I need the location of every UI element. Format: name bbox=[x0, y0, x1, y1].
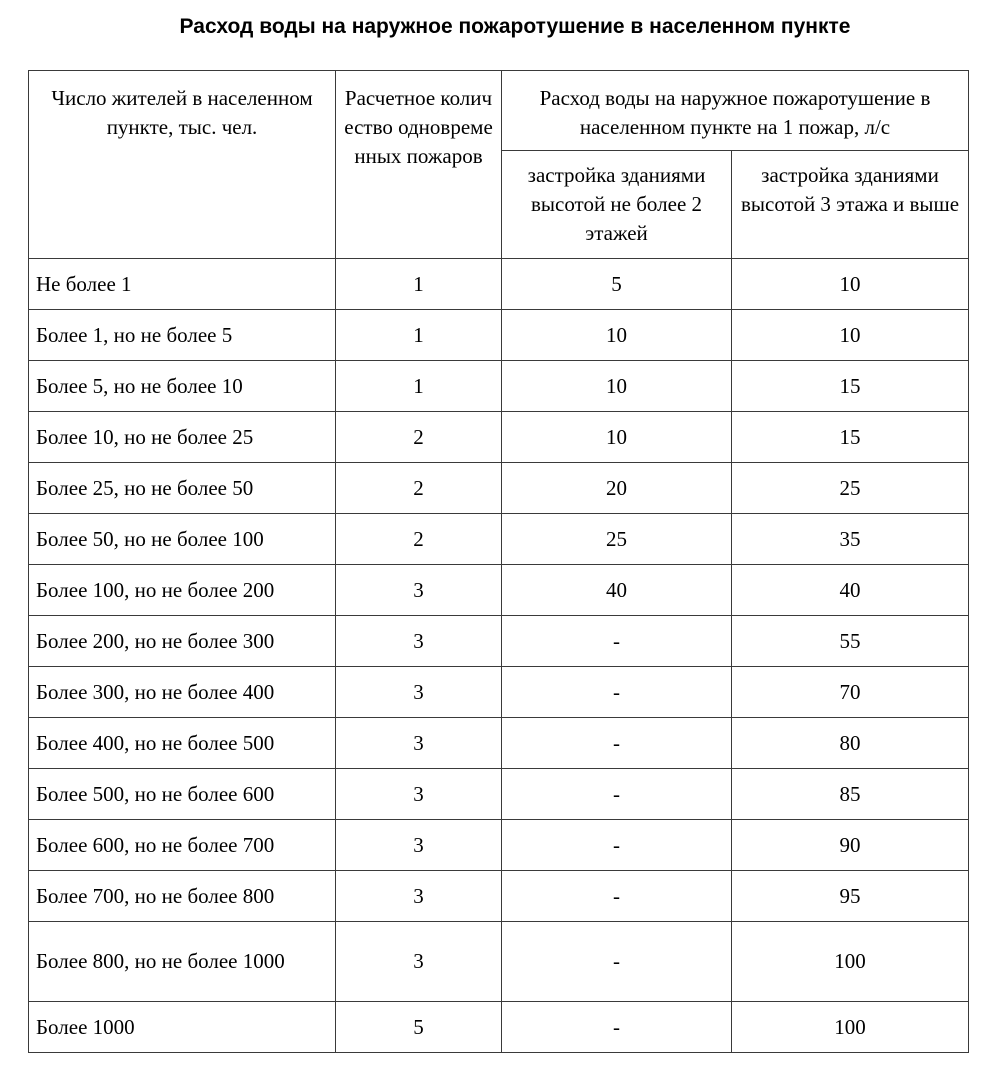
water-flow-table bbox=[28, 70, 969, 1053]
cell-population: Более 25, но не более 50 bbox=[29, 463, 336, 514]
cell-population: Более 700, но не более 800 bbox=[29, 871, 336, 922]
cell-high-rise: 100 bbox=[732, 922, 969, 1002]
cell-low-rise: - bbox=[502, 1002, 732, 1053]
cell-population: Не более 1 bbox=[29, 259, 336, 310]
cell-population: Более 100, но не более 200 bbox=[29, 565, 336, 616]
cell-fires: 1 bbox=[336, 310, 502, 361]
table-row bbox=[29, 1002, 969, 1053]
cell-low-rise: 20 bbox=[502, 463, 732, 514]
cell-high-rise: 10 bbox=[732, 310, 969, 361]
cell-fires: 2 bbox=[336, 412, 502, 463]
cell-high-rise: 15 bbox=[732, 361, 969, 412]
cell-low-rise: - bbox=[502, 871, 732, 922]
page-title: Расход воды на наружное пожаротушение в населенном пункте bbox=[179, 15, 851, 38]
table-row bbox=[29, 769, 969, 820]
cell-population: Более 1000 bbox=[29, 1002, 336, 1053]
cell-low-rise: - bbox=[502, 718, 732, 769]
cell-high-rise: 10 bbox=[732, 259, 969, 310]
cell-high-rise: 90 bbox=[732, 820, 969, 871]
cell-population: Более 800, но не более 1000 bbox=[29, 922, 336, 1002]
cell-low-rise: - bbox=[502, 616, 732, 667]
cell-fires: 3 bbox=[336, 769, 502, 820]
cell-low-rise: 10 bbox=[502, 412, 732, 463]
header-row bbox=[29, 71, 969, 151]
cell-high-rise: 25 bbox=[732, 463, 969, 514]
cell-population: Более 1, но не более 5 bbox=[29, 310, 336, 361]
cell-population: Более 500, но не более 600 bbox=[29, 769, 336, 820]
cell-population: Более 50, но не более 100 bbox=[29, 514, 336, 565]
cell-high-rise: 70 bbox=[732, 667, 969, 718]
table-row bbox=[29, 871, 969, 922]
cell-low-rise: 10 bbox=[502, 361, 732, 412]
cell-fires: 1 bbox=[336, 361, 502, 412]
cell-low-rise: 25 bbox=[502, 514, 732, 565]
cell-fires: 3 bbox=[336, 871, 502, 922]
table-row bbox=[29, 361, 969, 412]
cell-high-rise: 80 bbox=[732, 718, 969, 769]
cell-fires: 3 bbox=[336, 922, 502, 1002]
table-row bbox=[29, 820, 969, 871]
table-row bbox=[29, 259, 969, 310]
cell-high-rise: 100 bbox=[732, 1002, 969, 1053]
cell-fires: 1 bbox=[336, 259, 502, 310]
cell-high-rise: 15 bbox=[732, 412, 969, 463]
cell-low-rise: - bbox=[502, 667, 732, 718]
table-row bbox=[29, 718, 969, 769]
header-low-rise: застройка зданиями высотой не более 2 этажей bbox=[502, 151, 732, 259]
cell-population: Более 300, но не более 400 bbox=[29, 667, 336, 718]
header-fires: Расчетное количество одновременных пожаров bbox=[336, 71, 502, 259]
cell-low-rise: 10 bbox=[502, 310, 732, 361]
cell-population: Более 200, но не более 300 bbox=[29, 616, 336, 667]
cell-population: Более 5, но не более 10 bbox=[29, 361, 336, 412]
cell-low-rise: - bbox=[502, 820, 732, 871]
cell-low-rise: - bbox=[502, 769, 732, 820]
cell-low-rise: 40 bbox=[502, 565, 732, 616]
table-row bbox=[29, 412, 969, 463]
cell-population: Более 600, но не более 700 bbox=[29, 820, 336, 871]
cell-fires: 3 bbox=[336, 616, 502, 667]
table-row bbox=[29, 667, 969, 718]
header-population: Число жителей в населенном пункте, тыс. чел. bbox=[29, 71, 336, 259]
cell-fires: 3 bbox=[336, 718, 502, 769]
table-row bbox=[29, 922, 969, 1002]
cell-low-rise: 5 bbox=[502, 259, 732, 310]
table-row bbox=[29, 310, 969, 361]
cell-fires: 3 bbox=[336, 565, 502, 616]
table-row bbox=[29, 565, 969, 616]
cell-low-rise: - bbox=[502, 922, 732, 1002]
table-row bbox=[29, 463, 969, 514]
cell-fires: 5 bbox=[336, 1002, 502, 1053]
cell-high-rise: 55 bbox=[732, 616, 969, 667]
cell-fires: 3 bbox=[336, 667, 502, 718]
header-flow-group: Расход воды на наружное пожаротушение в населенном пункте на 1 пожар, л/с bbox=[502, 71, 969, 151]
cell-high-rise: 40 bbox=[732, 565, 969, 616]
cell-population: Более 400, но не более 500 bbox=[29, 718, 336, 769]
cell-fires: 3 bbox=[336, 820, 502, 871]
table-row bbox=[29, 514, 969, 565]
cell-fires: 2 bbox=[336, 463, 502, 514]
cell-high-rise: 85 bbox=[732, 769, 969, 820]
cell-population: Более 10, но не более 25 bbox=[29, 412, 336, 463]
cell-high-rise: 95 bbox=[732, 871, 969, 922]
table-row bbox=[29, 616, 969, 667]
cell-high-rise: 35 bbox=[732, 514, 969, 565]
header-high-rise: застройка зданиями высотой 3 этажа и выше bbox=[732, 151, 969, 259]
cell-fires: 2 bbox=[336, 514, 502, 565]
